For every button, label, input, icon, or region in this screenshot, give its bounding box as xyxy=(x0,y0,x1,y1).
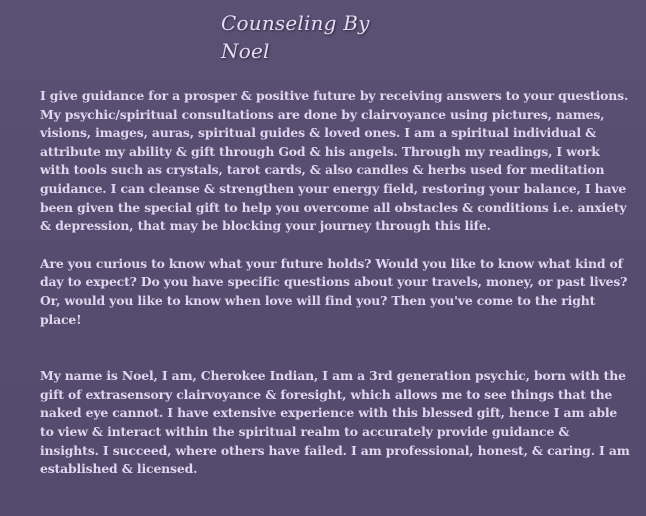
main-content xyxy=(40,87,630,479)
title-line-2: Noel xyxy=(221,39,270,63)
page-title xyxy=(221,9,370,65)
questions-paragraph: Are you curious to know what your future holds? Would you like to know what kind of day to expect? Do you have specific questions about your travels, money, or past lives? Or, would you like to know when love will find you? Then you've come to the right place! xyxy=(40,255,628,327)
intro-paragraph: I give guidance for a prosper & positive future by receiving answers to your questions. My psychic/spiritual consultations are done by clairvoyance using pictures, names, visions, images, auras, spiritual guides & loved ones. I am a spiritual individual & attribute my ability & gift through God & his angels. Through my readings, I work with tools such as crystals, tarot cards, & also candles & herbs used for meditation guidance. I can cleanse & strengthen your energy field, restoring your balance, I have been given the special gift to help you overcome all obstacles & conditions i.e. anxiety & depression, that may be blocking your journey through this life. xyxy=(40,88,629,234)
about-paragraph: My name is Noel, I am, Cherokee Indian, I am a 3rd generation psychic, born with the gift of extrasensory clairvoyance & foresight, which allows me to see things that the naked eye cannot. I have extensive experience with this blessed gift, hence I am able to view & interact within the spiritual realm to accurately provide guidance & insights. I succeed, where others have failed. I am professional, honest, & caring. I am established & licensed. xyxy=(40,368,630,477)
title-line-1: Counseling By xyxy=(221,11,370,35)
